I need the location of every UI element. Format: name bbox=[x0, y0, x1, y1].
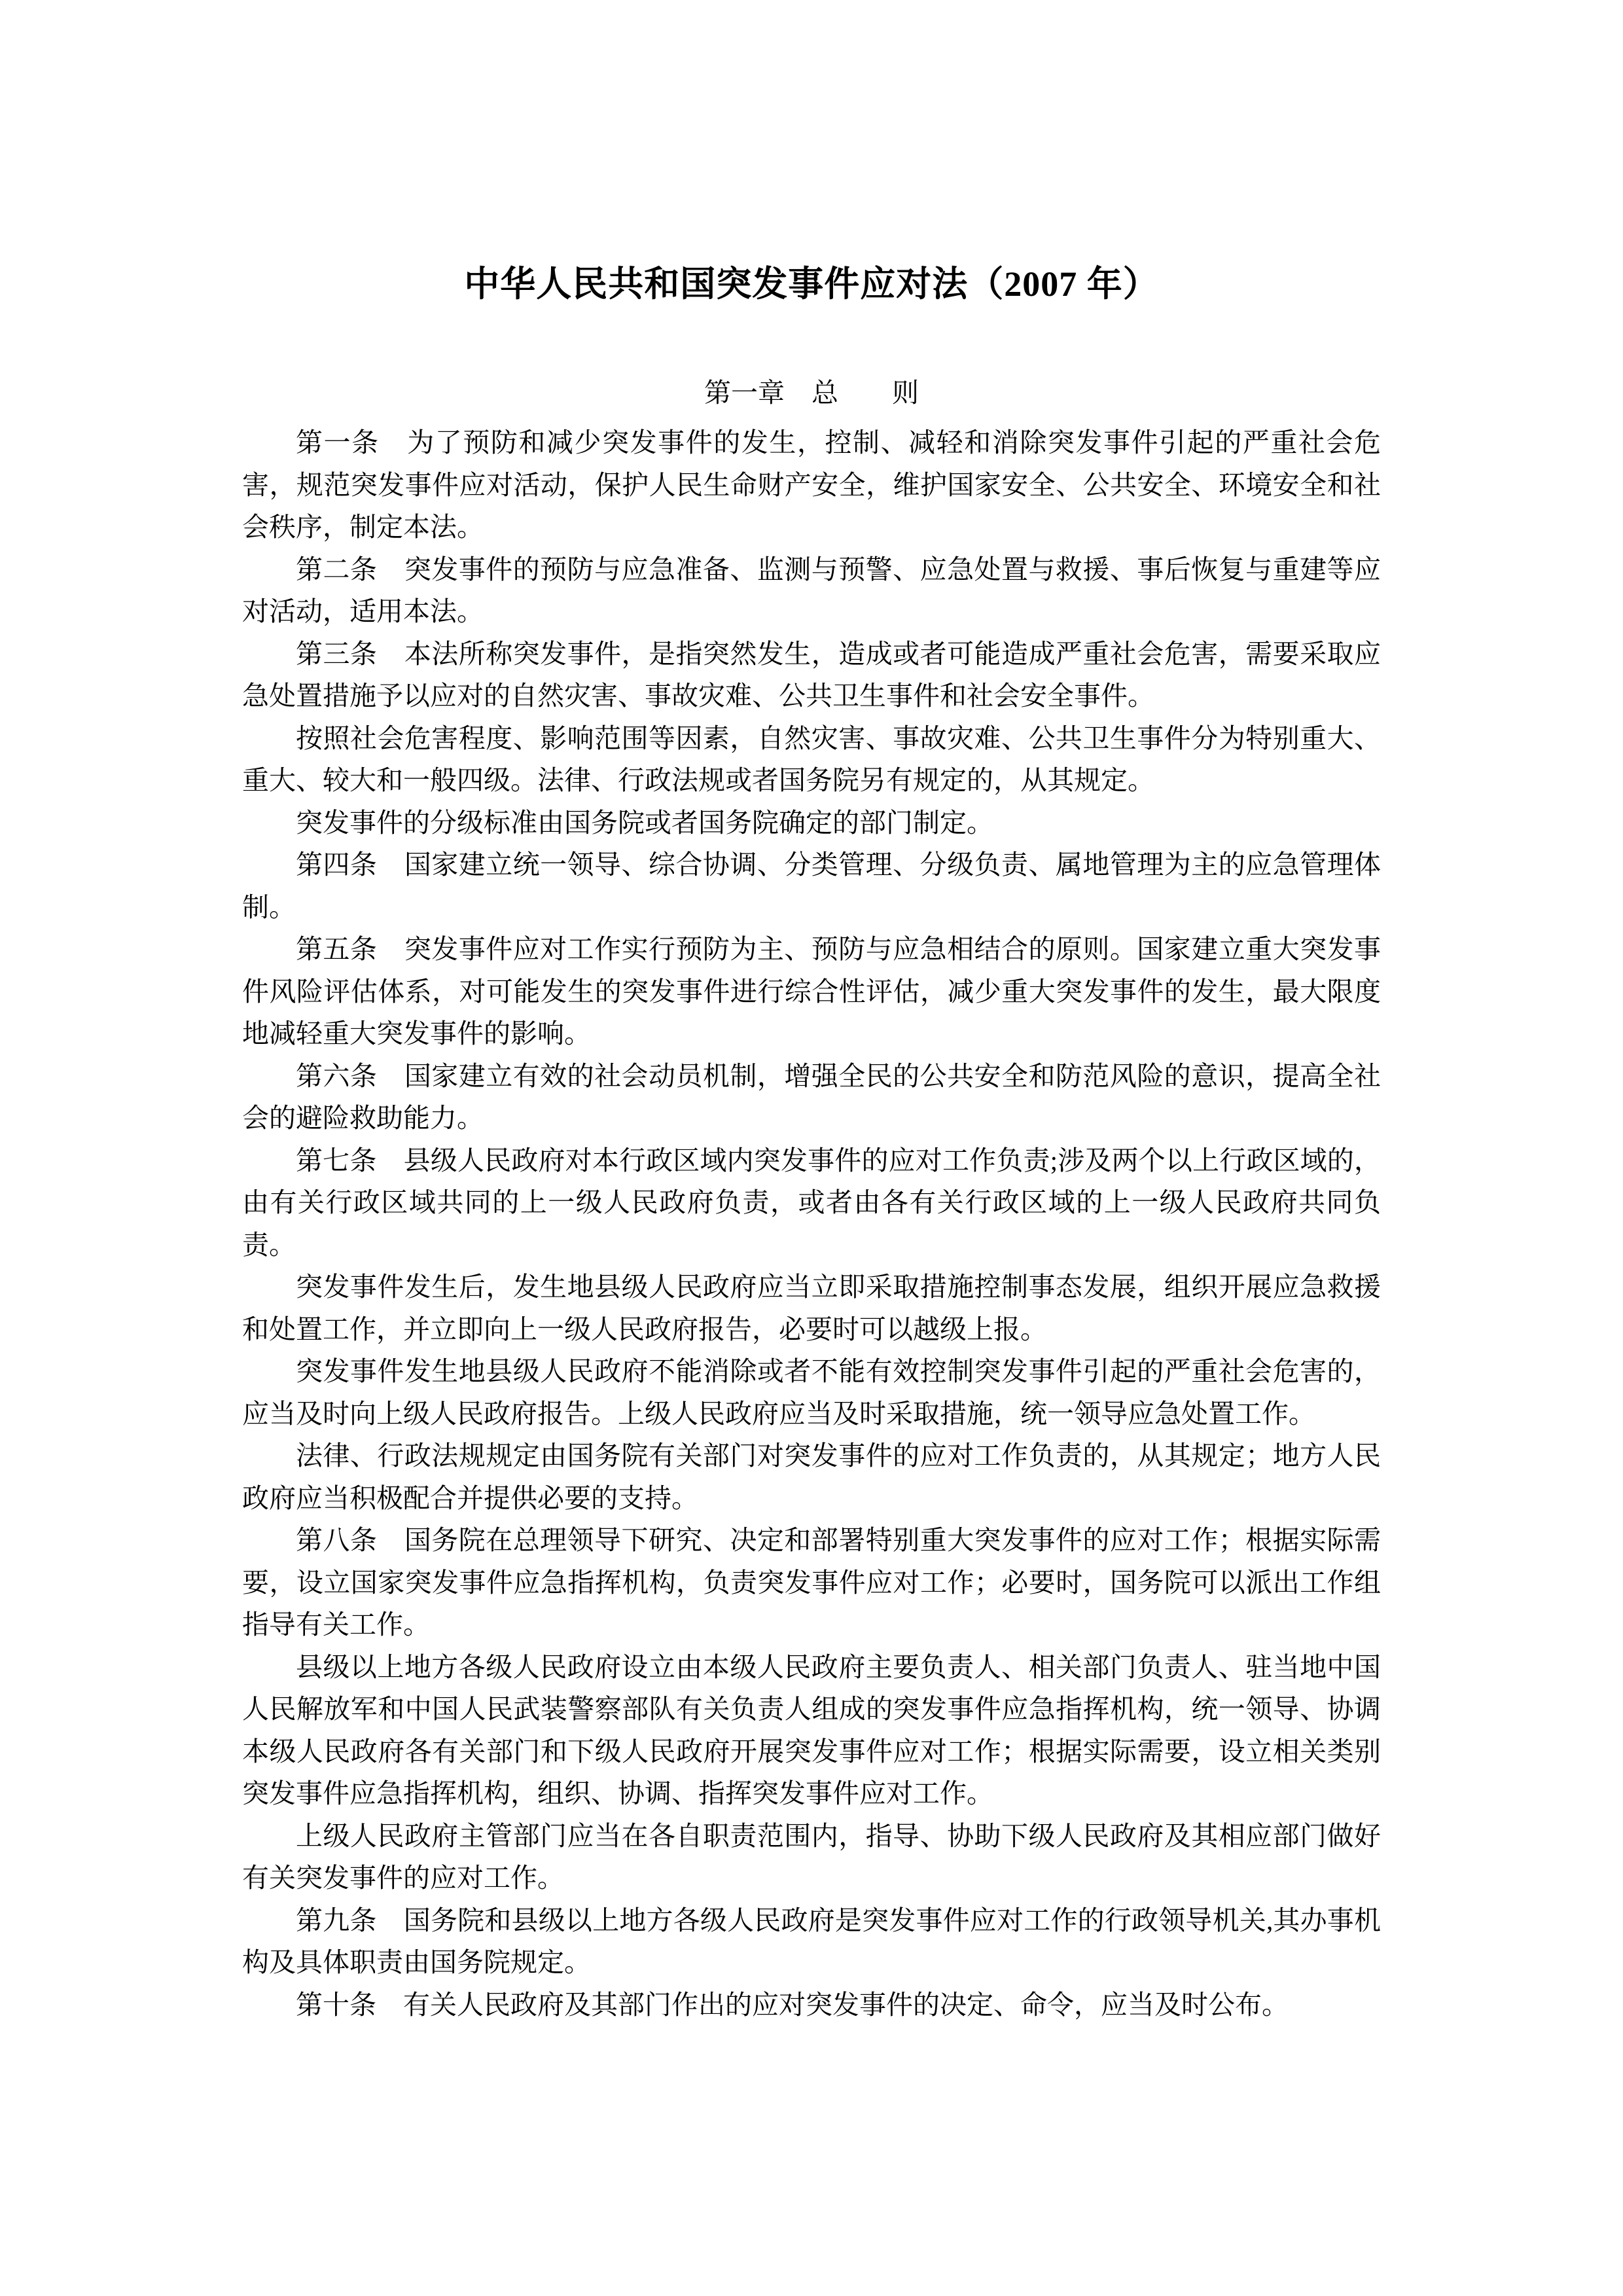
law-paragraph: 第二条 突发事件的预防与应急准备、监测与预警、应急处置与救援、事后恢复与重建等应对活动，适用本法。 bbox=[242, 554, 1381, 626]
law-paragraph: 突发事件发生地县级人民政府不能消除或者不能有效控制突发事件引起的严重社会危害的，应当及时向上级人民政府报告。上级人民政府应当及时采取措施，统一领导应急处置工作。 bbox=[242, 1356, 1381, 1429]
law-paragraph: 突发事件发生后，发生地县级人民政府应当立即采取措施控制事态发展，组织开展应急救援和处置工作，并立即向上一级人民政府报告，必要时可以越级上报。 bbox=[242, 1272, 1381, 1344]
document-title: 中华人民共和国突发事件应对法（2007 年） bbox=[464, 264, 1159, 304]
law-paragraph: 第五条 突发事件应对工作实行预防为主、预防与应急相结合的原则。国家建立重大突发事件风险评估体系，对可能发生的突发事件进行综合性评估，减少重大突发事件的发生，最大限度地减轻重大突发事件的影响。 bbox=[242, 934, 1381, 1049]
law-body bbox=[242, 422, 1381, 2026]
law-paragraph: 第三条 本法所称突发事件，是指突然发生，造成或者可能造成严重社会危害，需要采取应急处置措施予以应对的自然灾害、事故灾难、公共卫生事件和社会安全事件。 bbox=[242, 638, 1381, 711]
law-paragraph: 按照社会危害程度、影响范围等因素，自然灾害、事故灾难、公共卫生事件分为特别重大、重大、较大和一般四级。法律、行政法规或者国务院另有规定的，从其规定。 bbox=[242, 723, 1381, 795]
law-paragraph: 第六条 国家建立有效的社会动员机制，增强全民的公共安全和防范风险的意识，提高全社会的避险救助能力。 bbox=[242, 1060, 1381, 1133]
law-paragraph: 突发事件的分级标准由国务院或者国务院确定的部门制定。 bbox=[296, 807, 993, 838]
law-paragraph: 第四条 国家建立统一领导、综合协调、分类管理、分级负责、属地管理为主的应急管理体制。 bbox=[242, 850, 1381, 922]
chapter-heading: 第一章 总 则 bbox=[704, 378, 919, 408]
law-paragraph: 法律、行政法规规定由国务院有关部门对突发事件的应对工作负责的，从其规定；地方人民政府应当积极配合并提供必要的支持。 bbox=[242, 1441, 1381, 1513]
law-paragraph: 第八条 国务院在总理领导下研究、决定和部署特别重大突发事件的应对工作；根据实际需要，设立国家突发事件应急指挥机构，负责突发事件应对工作；必要时，国务院可以派出工作组指导有关工作。 bbox=[242, 1525, 1381, 1640]
law-paragraph: 第七条 县级人民政府对本行政区域内突发事件的应对工作负责;涉及两个以上行政区域的，由有关行政区域共同的上一级人民政府负责，或者由各有关行政区域的上一级人民政府共同负责。 bbox=[242, 1145, 1381, 1260]
law-paragraph: 第九条 国务院和县级以上地方各级人民政府是突发事件应对工作的行政领导机关,其办事机构及具体职责由国务院规定。 bbox=[242, 1905, 1381, 1977]
law-paragraph: 上级人民政府主管部门应当在各自职责范围内，指导、协助下级人民政府及其相应部门做好有关突发事件的应对工作。 bbox=[242, 1820, 1381, 1893]
law-paragraph: 第一条 为了预防和减少突发事件的发生，控制、减轻和消除突发事件引起的严重社会危害，规范突发事件应对活动，保护人民生命财产安全，维护国家安全、公共安全、环境安全和社会秩序，制定本法。 bbox=[242, 427, 1381, 542]
law-paragraph: 县级以上地方各级人民政府设立由本级人民政府主要负责人、相关部门负责人、驻当地中国人民解放军和中国人民武装警察部队有关负责人组成的突发事件应急指挥机构，统一领导、协调本级人民政府各有关部门和下级人民政府开展突发事件应对工作；根据实际需要，设立相关类别突发事件应急指挥机构，组织、协调、指挥突发事件应对工作。 bbox=[242, 1651, 1381, 1808]
law-paragraph: 第十条 有关人民政府及其部门作出的应对突发事件的决定、命令，应当及时公布。 bbox=[296, 1989, 1289, 2020]
